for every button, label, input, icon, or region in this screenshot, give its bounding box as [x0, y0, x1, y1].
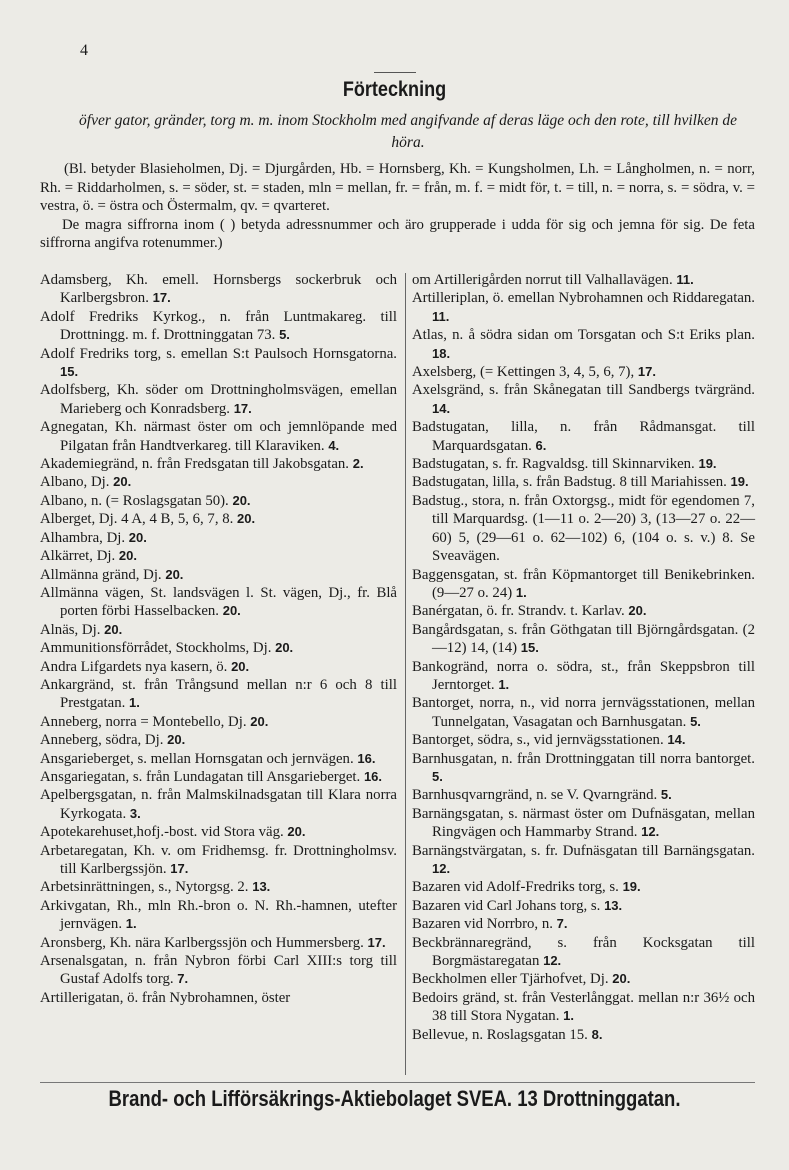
- street-entry: [40, 750, 397, 768]
- street-entry: [412, 602, 755, 620]
- street-entry-text: Bellevue, n. Roslagsgatan 15.: [412, 1026, 588, 1043]
- street-entry-text: Andra Lifgardets nya kasern, ö.: [40, 658, 228, 675]
- street-entry-text: Albano, Dj.: [40, 474, 110, 491]
- footer-rule: [40, 1082, 755, 1083]
- street-entry-text: Axelsberg, (= Kettingen 3, 4, 5, 6, 7),: [412, 364, 635, 381]
- street-entry-text: Barnhusqvarngränd, n. se V. Qvarngränd.: [412, 787, 658, 804]
- street-entry: [412, 473, 755, 491]
- rote-number: 15.: [60, 364, 79, 380]
- street-entry-text: Badstugatan, s. fr. Ragvaldsg. till Skinnarviken.: [412, 456, 695, 473]
- street-entry: [40, 510, 397, 528]
- street-entry: [412, 915, 755, 933]
- rote-number: 20.: [167, 732, 186, 748]
- rote-number: 20.: [113, 474, 132, 490]
- street-entry-text: Bantorget, södra, s., vid jernvägsstationen.: [412, 732, 664, 749]
- street-entry: [40, 418, 397, 455]
- rote-number: 19.: [730, 474, 749, 490]
- rote-number: 11.: [432, 308, 450, 324]
- footer-advertisement: Brand- och Lifförsäkrings-Aktiebolaget SVEA. 13 Drottninggatan.: [108, 1086, 681, 1111]
- rote-number: 7.: [556, 916, 568, 932]
- street-entry: [40, 842, 397, 879]
- rote-number: 17.: [170, 861, 189, 876]
- rote-number: 20.: [231, 658, 250, 674]
- number-explanation: De magra siffrorna inom ( ) betyda adressnummer och äro grupperade i udda för sig och jemna för sig. De feta siffrorna angifva rotenummer.): [40, 216, 755, 251]
- street-entry-text: Banérgatan, ö. fr. Strandv. t. Karlav.: [412, 603, 625, 620]
- street-entry: [40, 584, 397, 621]
- street-entry: [40, 658, 397, 676]
- street-entry-text: Bedoirs gränd, st. från Vesterlånggat. mellan n:r 36½ och 38 till Stora Nygatan.: [412, 989, 755, 1025]
- rote-number: 20.: [222, 603, 241, 619]
- page-title: Förteckning: [342, 78, 447, 101]
- street-entry-text: Barnängstvärgatan, s. fr. Dufnäsgatan till Barnängsgatan.: [412, 842, 755, 859]
- street-entry: [412, 418, 755, 455]
- rote-number: 16.: [357, 750, 376, 766]
- rote-number: 17.: [637, 364, 656, 380]
- street-entry: [40, 952, 397, 989]
- rote-number: 17.: [233, 400, 252, 416]
- street-entry: [412, 289, 755, 326]
- street-entry: [412, 455, 755, 473]
- street-entry-text: Atlas, n. å södra sidan om Torsgatan och S:t Eriks plan.: [412, 327, 755, 344]
- rote-number: 4.: [328, 437, 340, 453]
- street-entry: [412, 658, 755, 695]
- street-entry: [40, 492, 397, 510]
- street-entry: [412, 970, 755, 988]
- street-entry: [40, 345, 397, 382]
- street-entry: [40, 547, 397, 565]
- street-entry: [412, 805, 755, 842]
- rote-number: 20.: [104, 621, 123, 637]
- street-entry-text: Baggensgatan, st. från Köpmantorget till Benikebrinken. (9—27 o. 24): [412, 566, 755, 601]
- street-entry: [412, 566, 755, 603]
- rote-number: 5.: [432, 768, 443, 784]
- rote-number: 1.: [125, 916, 137, 932]
- abbreviation-list: (Bl. betyder Blasieholmen, Dj. = Djurgården, Hb. = Hornsberg, Kh. = Kungsholmen, Lh. = Långholmen, n. = norr, Rh. = Riddarholmen, s. = söder, st. = staden, mln = mellan, fr. = från, m. f. = midt för, t. = till, n. = norra, s. = södra, v. = vestra, ö. = östra och Östermalm, qv. = qvarteret.: [40, 161, 755, 214]
- street-entry: [40, 529, 397, 547]
- page-subtitle: öfver gator, gränder, torg m. m. inom Stockholm med angifvande af deras läge och den rote, till hvilken de höra.: [79, 112, 737, 151]
- street-entry-text: Akademiegränd, n. från Fredsgatan till Jakobsgatan.: [40, 456, 350, 473]
- street-entry: [40, 566, 397, 584]
- street-entry: [40, 308, 397, 345]
- rote-number: 12.: [641, 824, 660, 840]
- street-entry-text: Badstugatan, lilla, s. från Badstug. 8 till Mariahissen.: [412, 474, 727, 491]
- street-entry-text: Alhambra, Dj.: [40, 529, 126, 546]
- street-entry-text: Beckholmen eller Tjärhofvet, Dj.: [412, 971, 609, 988]
- street-entry: [40, 639, 397, 657]
- rote-number: 17.: [152, 290, 171, 306]
- street-entry: [40, 786, 397, 823]
- street-entry-text: Ansgariegatan, s. från Lundagatan till Ansgarieberget.: [40, 768, 361, 785]
- street-entry-text: Anneberg, norra = Montebello, Dj.: [40, 713, 247, 730]
- rote-number: 20.: [118, 548, 137, 564]
- street-entry-text: Barnängsgatan, s. närmast öster om Dufnäsgatan, mellan Ringvägen och Hammarby Strand.: [412, 805, 755, 841]
- street-entry-text: Axelsgränd, s. från Skånegatan till Sandbergs tvärgränd.: [412, 382, 755, 399]
- street-entry: [412, 934, 755, 971]
- street-entry: [412, 1026, 755, 1044]
- abbreviation-note: [40, 160, 755, 253]
- rote-number: 20.: [232, 492, 251, 508]
- rote-number: 2.: [352, 456, 364, 472]
- street-entry: [40, 823, 397, 841]
- rote-number: 13.: [252, 879, 271, 895]
- street-entry: [40, 878, 397, 896]
- street-entry: [412, 271, 755, 289]
- street-entry: [40, 271, 397, 308]
- street-entry-text: om Artillerigården norrut till Valhallavägen.: [412, 272, 673, 288]
- rote-number: 11.: [676, 272, 694, 287]
- street-entry: [412, 363, 755, 381]
- street-entry-text: Adolf Fredriks torg, s. emellan S:t Paulsoch Hornsgatorna.: [40, 345, 397, 362]
- street-entry-text: Bankogränd, norra o. södra, st., från Skeppsbron till Jerntorget.: [412, 658, 755, 693]
- rote-number: 12.: [543, 953, 562, 969]
- street-entry-text: Adamsberg, Kh. emell. Hornsbergs sockerbruk och Karlbergsbron.: [40, 272, 397, 307]
- street-entry-text: Bazaren vid Carl Johans torg, s.: [412, 897, 601, 914]
- street-entry-text: Albano, n. (= Roslagsgatan 50).: [40, 492, 229, 509]
- street-entry-text: Adolf Fredriks Kyrkog., n. från Luntmakareg. till Drottningg. m. f. Drottninggatan 73.: [40, 308, 397, 344]
- rote-number: 20.: [287, 824, 306, 840]
- rote-number: 14.: [432, 400, 451, 416]
- street-entry-text: Allmänna gränd, Dj.: [40, 566, 162, 583]
- rote-number: 1.: [129, 695, 140, 711]
- street-entry-text: Barnhusgatan, n. från Drottninggatan till norra bantorget.: [412, 750, 755, 767]
- rote-number: 20.: [612, 971, 631, 987]
- street-entry-text: Apelbergsgatan, n. från Malmskilnadsgatan till Klara norra Kyrkogata.: [40, 787, 397, 822]
- street-entry-text: Arbetsinrättningen, s., Nytorgsg. 2.: [40, 879, 249, 896]
- street-entry-text: Badstug., stora, n. från Oxtorgsg., midt för egendomen 7, till Marquardsg. (1—11 o. 2—20) 3, (13—27 o. 22—60) 5, (29—61 o. 62—102) 6, (104 o. s. v.) 8. Se Sveavägen.: [412, 492, 755, 565]
- street-entry-text: Ammunitionsförrådet, Stockholms, Dj.: [40, 640, 272, 657]
- street-entry: [40, 989, 397, 1007]
- rote-number: 17.: [367, 934, 386, 950]
- street-entry-text: Bantorget, norra, n., vid norra jernvägsstationen, mellan Tunnelgatan, Vasagatan och Barnhusgatan.: [412, 695, 755, 730]
- right-column: [412, 271, 755, 1044]
- rote-number: 5.: [690, 713, 701, 729]
- street-entry-text: Arbetaregatan, Kh. v. om Fridhemsg. fr. Drottningholmsv. till Karlbergssjön.: [40, 842, 397, 877]
- street-entry-text: Arsenalsgatan, n. från Nybron förbi Carl XIII:s torg till Gustaf Adolfs torg.: [40, 953, 397, 988]
- rote-number: 19.: [698, 456, 717, 472]
- rote-number: 14.: [667, 732, 686, 748]
- street-entry-text: Bazaren vid Norrbro, n.: [412, 916, 553, 933]
- street-entry-text: Alnäs, Dj.: [40, 621, 101, 638]
- page-number: 4: [80, 42, 88, 59]
- rote-number: 20.: [128, 529, 147, 545]
- rote-number: 20.: [628, 603, 647, 619]
- street-entry: [40, 473, 397, 491]
- street-entry-text: Bazaren vid Adolf-Fredriks torg, s.: [412, 879, 619, 896]
- street-entry: [412, 492, 755, 566]
- rote-number: 15.: [520, 640, 539, 656]
- street-entry-text: Agnegatan, Kh. närmast öster om och jemnlöpande med Pilgatan från Handtverkareg. till Klaraviken.: [40, 419, 397, 454]
- street-entry: [40, 381, 397, 418]
- street-entry: [40, 934, 397, 952]
- street-entry: [412, 786, 755, 804]
- rote-number: 20.: [275, 640, 294, 656]
- rote-number: 5.: [660, 787, 672, 803]
- rote-number: 1.: [498, 676, 510, 692]
- street-entry: [40, 768, 397, 786]
- left-column: [40, 271, 397, 1007]
- street-entry: [40, 897, 397, 934]
- rote-number: 20.: [250, 713, 269, 729]
- street-entry-text: Anneberg, södra, Dj.: [40, 732, 164, 749]
- street-entry: [412, 750, 755, 787]
- street-entry-text: Alberget, Dj. 4 A, 4 B, 5, 6, 7, 8.: [40, 511, 234, 528]
- rote-number: 3.: [129, 805, 141, 821]
- street-entry-text: Bangårdsgatan, s. från Göthgatan till Björngårdsgatan. (2—12) 14, (14): [412, 621, 755, 657]
- street-entry: [412, 897, 755, 915]
- street-entry-text: Artillerigatan, ö. från Nybrohamnen, öster: [40, 989, 291, 1006]
- rote-number: 16.: [363, 768, 383, 784]
- title-rule: [374, 72, 416, 73]
- rote-number: 20.: [237, 511, 256, 527]
- street-entry-text: Artilleriplan, ö. emellan Nybrohamnen och Riddaregatan.: [412, 290, 755, 307]
- street-entry: [40, 713, 397, 731]
- rote-number: 1.: [563, 1008, 574, 1024]
- rote-number: 5.: [279, 327, 290, 343]
- street-entry: [40, 676, 397, 713]
- street-entry: [412, 621, 755, 658]
- street-entry-text: Alkärret, Dj.: [40, 548, 116, 565]
- street-entry: [412, 731, 755, 749]
- street-entry: [40, 621, 397, 639]
- rote-number: 20.: [165, 566, 184, 582]
- street-entry-text: Aronsberg, Kh. nära Karlbergssjön och Hummersberg.: [40, 934, 364, 951]
- rote-number: 13.: [604, 897, 623, 913]
- street-entry-text: Badstugatan, lilla, n. från Rådmansgat. till Marquardsgatan.: [412, 419, 755, 454]
- street-entry-text: Ankargränd, st. från Trångsund mellan n:r 6 och 8 till Prestgatan.: [40, 676, 397, 712]
- street-entry: [412, 326, 755, 363]
- street-entry-text: Ansgarieberget, s. mellan Hornsgatan och jernvägen.: [40, 750, 354, 767]
- street-entry-text: Beckbrännaregränd, s. från Kocksgatan till Borgmästaregatan: [412, 934, 755, 970]
- street-entry: [40, 455, 397, 473]
- street-entry: [412, 989, 755, 1026]
- street-entry-text: Adolfsberg, Kh. söder om Drottningholmsvägen, emellan Marieberg och Konradsberg.: [40, 382, 397, 417]
- street-entry: [412, 694, 755, 731]
- rote-number: 18.: [432, 345, 451, 361]
- rote-number: 1.: [515, 584, 527, 600]
- street-entry-text: Apotekarehuset,hofj.-bost. vid Stora väg.: [40, 824, 284, 841]
- column-divider: [405, 273, 406, 1075]
- street-entry: [412, 381, 755, 418]
- street-entry: [412, 878, 755, 896]
- rote-number: 8.: [591, 1026, 603, 1042]
- street-entry-text: Arkivgatan, Rh., mln Rh.-bron o. N. Rh.-hamnen, utefter jernvägen.: [40, 897, 397, 933]
- street-entry-text: Allmänna vägen, St. landsvägen l. St. vägen, Dj., fr. Blå porten förbi Hasselbacken.: [40, 584, 397, 620]
- rote-number: 12.: [432, 861, 451, 876]
- street-entry: [412, 842, 755, 879]
- street-entry: [40, 731, 397, 749]
- rote-number: 7.: [177, 971, 189, 987]
- rote-number: 19.: [622, 879, 641, 895]
- rote-number: 6.: [535, 437, 547, 453]
